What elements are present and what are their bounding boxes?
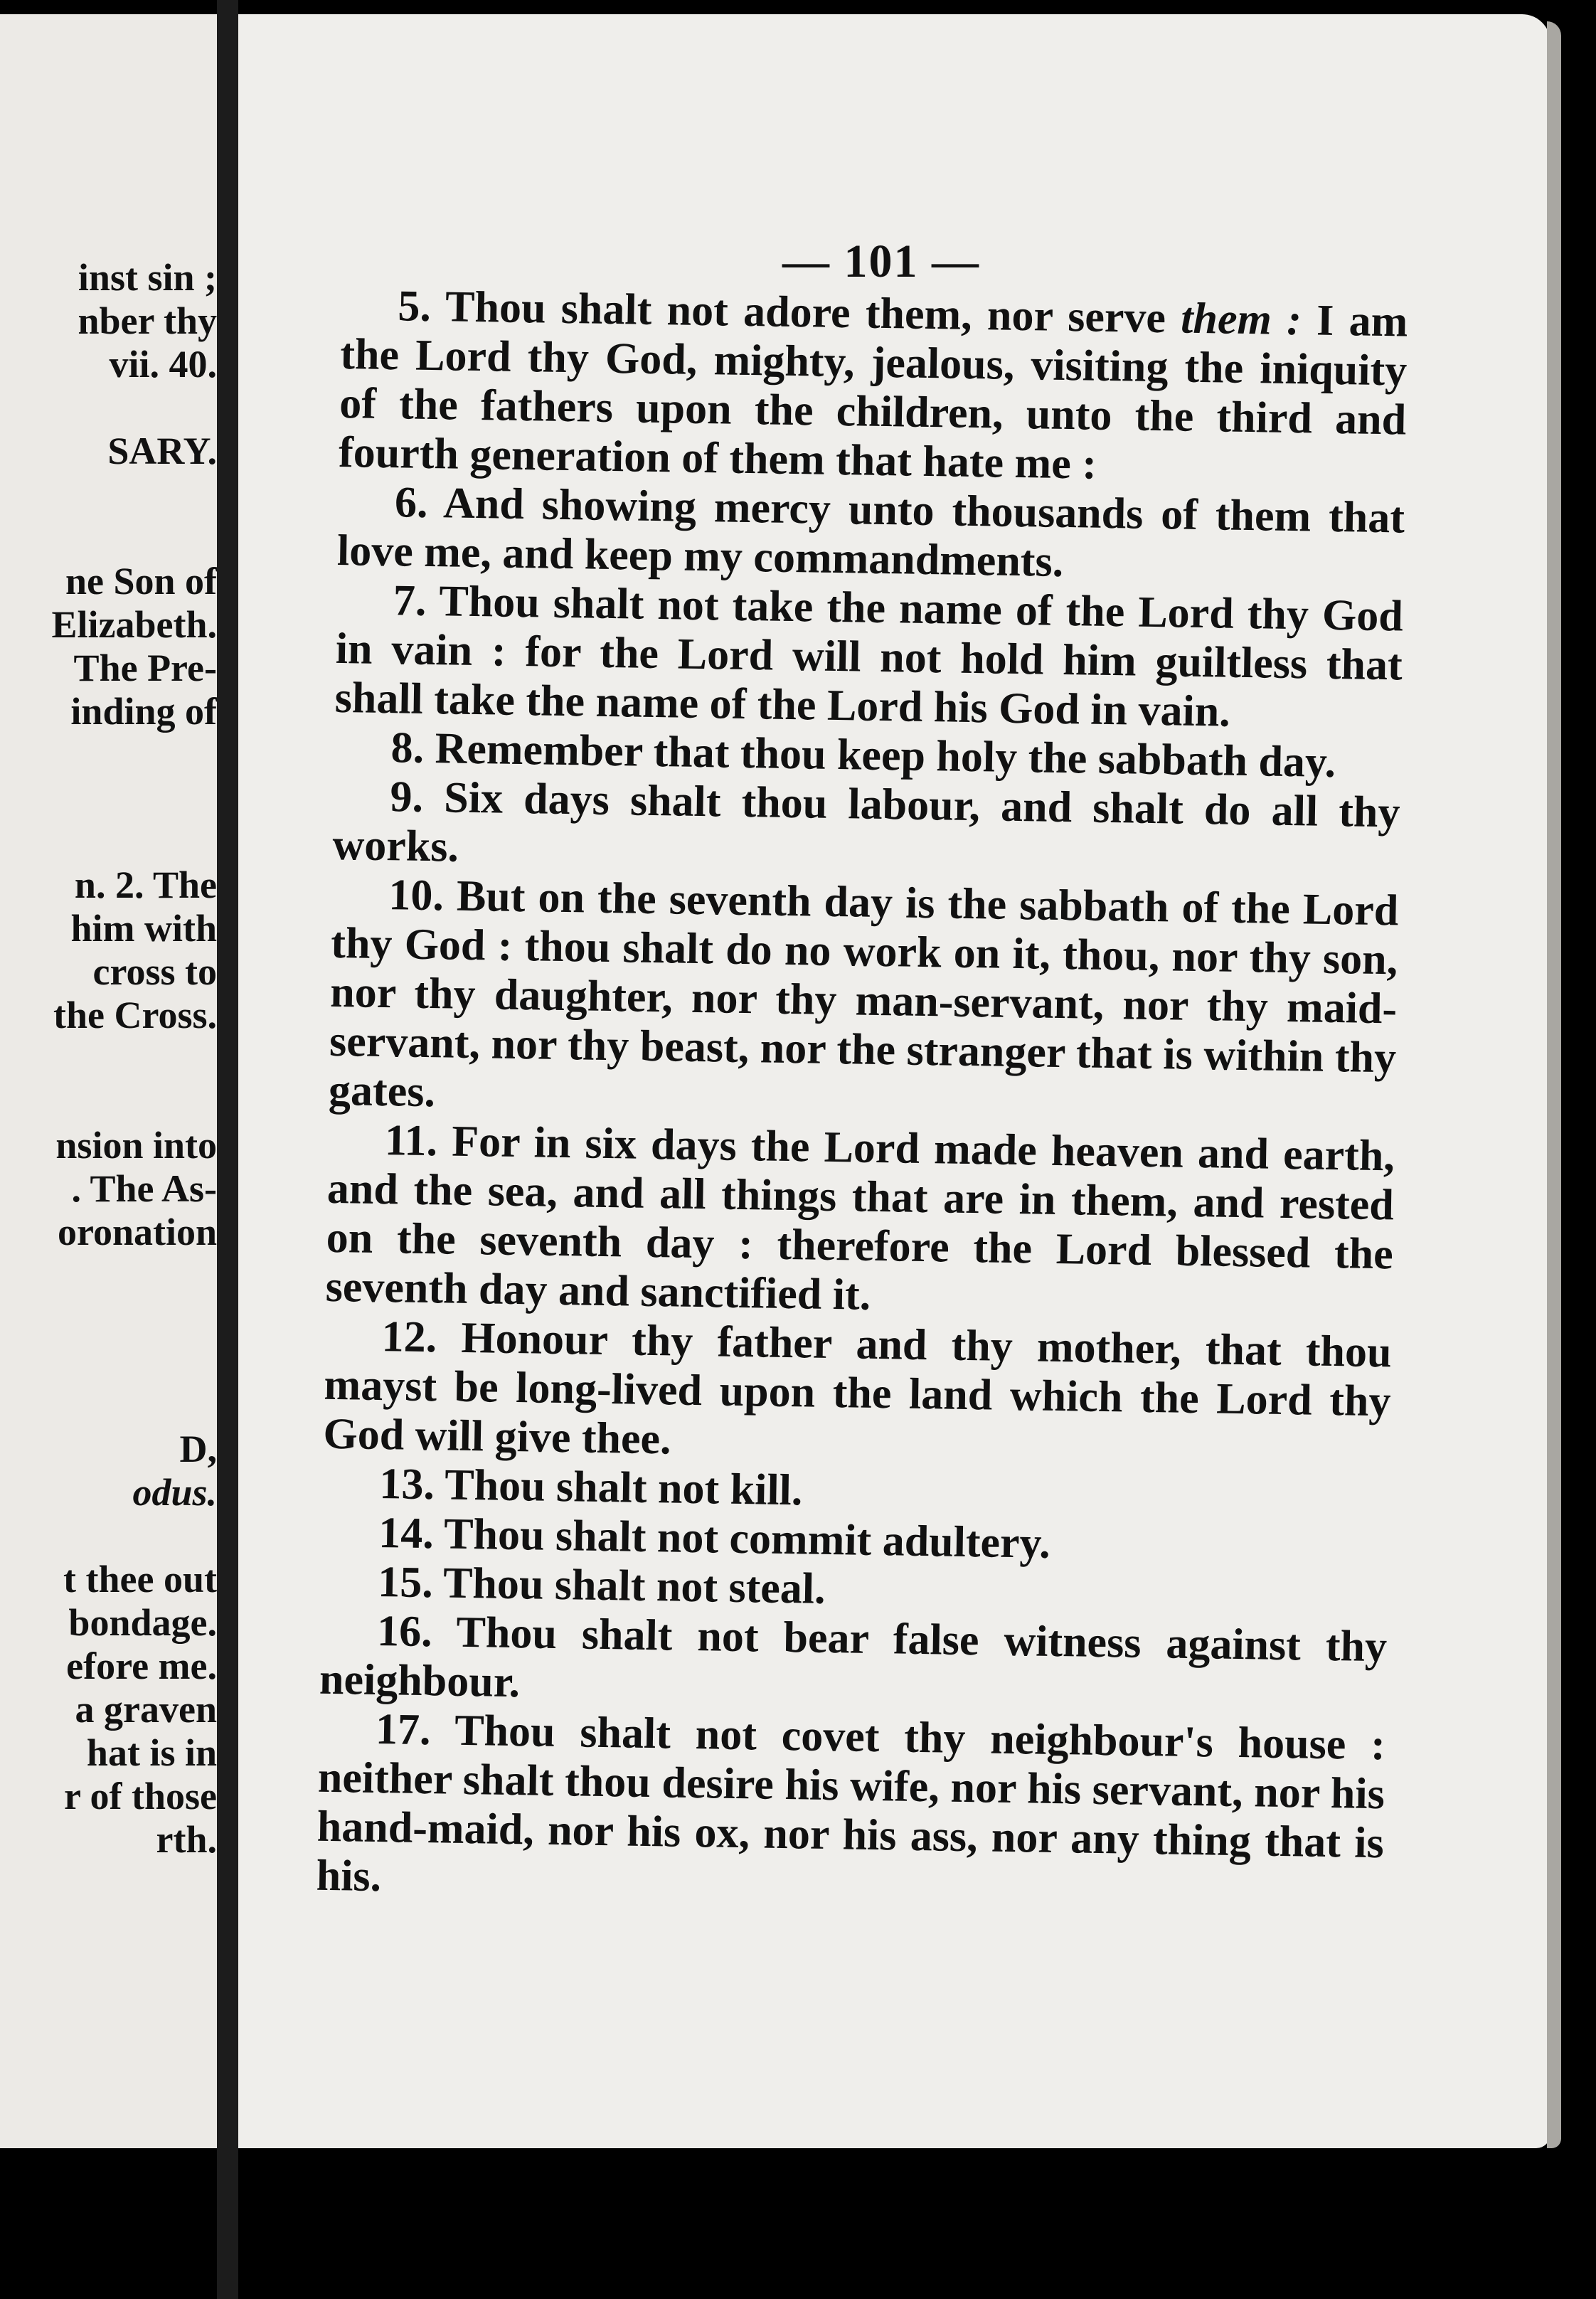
left-line — [0, 1341, 217, 1384]
left-line: Elizabeth. — [51, 603, 217, 646]
commandment-paragraph: 8. Remember that thou keep holy the sabbath day. — [390, 723, 1336, 787]
left-line: t thee out — [63, 1558, 217, 1600]
left-line: odus. — [132, 1471, 217, 1514]
commandment-paragraph: 9. Six days shalt thou labour, and shalt do all thy works. — [332, 772, 1400, 871]
left-line: inst sin ; — [78, 256, 217, 299]
book-gutter — [217, 0, 238, 2299]
left-line: The Pre- — [73, 647, 217, 689]
left-line: nber thy — [78, 299, 217, 342]
commandment-paragraph: 14. Thou shalt not commit adultery. — [378, 1509, 1051, 1568]
left-line — [0, 1514, 217, 1558]
left-line: him with — [70, 907, 217, 950]
commandment-paragraph: 6. And showing mercy unto thousands of them that love me, and keep my commandments. — [336, 478, 1405, 586]
commandment-paragraph: 11. For in six days the Lord made heaven and earth, and the sea, and all things that are in them, and rested on the seventh day : therefore the Lord blessed the seventh day and sanctified it. — [325, 1116, 1395, 1320]
left-line — [0, 1384, 217, 1428]
commandment-paragraph: 12. Honour thy father and thy mother, that thou mayst be long-lived upon the land which the Lord thy God will give thee. — [323, 1312, 1393, 1464]
left-line: oronation — [57, 1211, 217, 1253]
left-line — [0, 516, 217, 560]
left-line: bondage. — [68, 1601, 217, 1644]
left-line: . The As- — [71, 1167, 217, 1210]
left-line: inding of — [70, 690, 217, 733]
commandment-paragraph: 16. Thou shalt not bear false witness against thy neighbour. — [319, 1607, 1388, 1707]
page-edge — [1547, 21, 1561, 2148]
left-line — [0, 820, 217, 864]
left-line — [0, 473, 217, 516]
commandment-paragraph: 5. Thou shalt not adore them, nor serve them : I am the Lord thy God, mighty, jealous, visiting the iniquity of the fathers upon the children, unto the third and fourth generation of them that hate me : — [338, 282, 1408, 489]
left-line: n. 2. The — [74, 864, 217, 906]
previous-page-text — [0, 256, 217, 1862]
page-body — [316, 281, 1408, 1917]
left-line: the Cross. — [53, 994, 217, 1036]
left-line: hat is in — [86, 1731, 217, 1774]
commandment-paragraph: 7. Thou shalt not take the name of the Lord thy God in vain : for the Lord will not hold him guiltless that shall take the name of the Lord his God in vain. — [334, 576, 1404, 736]
page-number: — 101 — — [782, 235, 980, 287]
left-line: ne Son of — [65, 560, 217, 602]
left-line: efore me. — [66, 1645, 217, 1687]
left-line — [0, 1297, 217, 1341]
left-line — [0, 777, 217, 820]
left-line — [0, 386, 217, 430]
previous-page — [0, 14, 217, 2148]
left-line: r of those — [64, 1775, 217, 1817]
commandment-paragraph: 15. Thou shalt not steal. — [377, 1558, 826, 1613]
left-line — [0, 733, 217, 777]
commandment-paragraph: 17. Thou shalt not covet thy neighbour's house : neither shalt thou desire his wife, nor his servant, nor his hand-maid, nor his ox, nor his ass, nor any thing that is his. — [316, 1705, 1386, 1901]
left-line: SARY. — [107, 430, 217, 472]
left-line: rth. — [156, 1818, 217, 1861]
left-line — [0, 1081, 217, 1124]
commandment-paragraph: 10. But on the seventh day is the sabbath of the Lord thy God : thou shalt do no work on it, thou, nor thy son, nor thy daughter, nor thy man-servant, nor thy maid-servant, nor thy beast, nor the stranger that is within thy gates. — [328, 871, 1399, 1117]
left-line: D, — [179, 1428, 217, 1470]
commandment-paragraph: 13. Thou shalt not kill. — [378, 1460, 803, 1515]
left-line — [0, 1254, 217, 1297]
left-line: nsion into — [55, 1124, 217, 1167]
left-line: a graven — [75, 1688, 217, 1731]
left-line — [0, 1037, 217, 1081]
left-line: vii. 40. — [109, 343, 217, 386]
left-line: cross to — [92, 950, 217, 993]
